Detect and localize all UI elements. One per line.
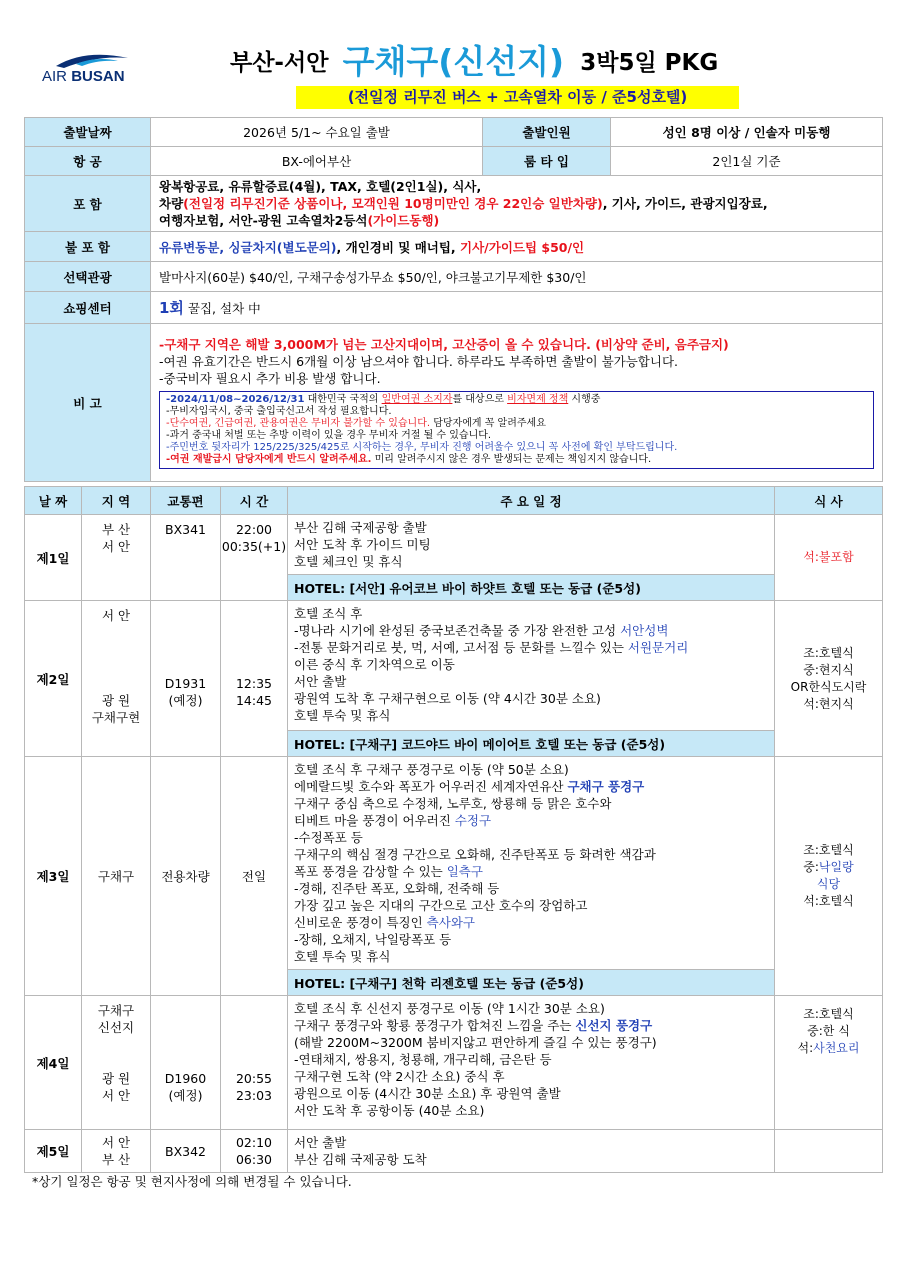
day4-transport xyxy=(151,996,221,1130)
air-label: 항 공 xyxy=(25,147,151,176)
day2-line-text: -전통 문화거리로 붓, 먹, 서예, 고서점 등 문화를 느낄수 있는 xyxy=(294,640,628,655)
col-time: 시 간 xyxy=(221,487,288,515)
day4-meal3-name: 사천요리 xyxy=(813,1041,860,1055)
day4-line: (해발 2200M~3200M 붐비지않고 편안하게 즐길 수 있는 풍경구) xyxy=(294,1035,657,1050)
day1-line: 부산 김해 국제공항 출발 xyxy=(294,520,427,535)
box-line2: -무비자입국시, 중국 출입국신고서 작성 필요합니다. xyxy=(166,406,392,417)
shop-value xyxy=(151,292,883,324)
day4-line: 서안 도착 후 공항이동 (40분 소요) xyxy=(294,1103,485,1118)
day3-region: 구채구 xyxy=(82,757,151,996)
day3-label: 제3일 xyxy=(25,757,82,996)
info-table xyxy=(24,117,883,482)
day4-line: 광원으로 이동 (4시간 30분 소요) 후 광원역 출발 xyxy=(294,1086,561,1101)
day4-row xyxy=(25,996,883,1130)
people-value: 성인 8명 이상 / 인솔자 미동행 xyxy=(611,118,883,147)
box-line1 xyxy=(166,394,867,406)
box-line5: -주민번호 뒷자리가 125/225/325/425로 시작하는 경우, 무비자 진행 어려울수 있으니 꼭 사전에 확인 부탁드립니다. xyxy=(166,442,678,453)
day3-highlight: 일측구 xyxy=(446,864,483,879)
day5-transport: BX342 xyxy=(151,1130,221,1173)
day4-meal2: 중:한 식 xyxy=(807,1024,850,1038)
box1-policy: 비자면제 정책 xyxy=(507,394,569,405)
day3-meal4: 석:호텔식 xyxy=(803,894,854,908)
day3-line: -장해, 오채지, 낙일랑폭포 등 xyxy=(294,932,452,947)
day4-transport2: (예정) xyxy=(168,1088,203,1103)
include-car-note: (전일정 리무진기준 상품이나, 모객인원 10명미만인 경우 22인승 일반차량) xyxy=(183,196,603,211)
day1-line: 호텔 체크인 및 휴식 xyxy=(294,554,403,569)
day3-line-text: 폭포 풍경을 감상할 수 있는 xyxy=(294,864,447,879)
day2-meal1: 조:호텔식 xyxy=(803,645,854,660)
exclude-value xyxy=(151,232,883,262)
day1-time1: 22:00 xyxy=(235,522,273,537)
box-line6 xyxy=(166,454,867,466)
day2-meal3: OR한식도시락 xyxy=(790,679,867,694)
day4-line: 구채구현 도착 (약 2시간 소요) 중식 후 xyxy=(294,1069,505,1084)
day3-highlight: 수정구 xyxy=(454,813,492,828)
day2-schedule xyxy=(288,601,775,731)
day1-transport: BX341 xyxy=(151,515,221,601)
day3-line xyxy=(294,863,768,880)
notes-value xyxy=(151,324,883,482)
box3-text2: 담당자에게 꼭 알려주세요 xyxy=(430,418,546,429)
day1-hotel: HOTEL: [서안] 유어코브 바이 하얏트 호텔 또는 동급 (준5성) xyxy=(288,575,775,601)
day4-region xyxy=(82,996,151,1130)
logo-air: AIR xyxy=(42,68,68,85)
day2-line xyxy=(294,639,768,656)
day4-region4: 서 안 xyxy=(101,1088,131,1103)
shop-items: 꿀집, 설차 中 xyxy=(183,301,261,316)
info-row-air xyxy=(25,147,883,176)
day4-line: -연태채지, 쌍용지, 청룡해, 개구리해, 금은탄 등 xyxy=(294,1052,552,1067)
people-label: 출발인원 xyxy=(483,118,611,147)
include-train: 여행자보험, 서안-광원 고속열차2등석 xyxy=(159,213,368,228)
day5-label: 제5일 xyxy=(25,1130,82,1173)
day2-highlight: 서안성벽 xyxy=(620,623,669,638)
day2-meal4: 석:현지식 xyxy=(803,696,854,711)
include-guide: (가이드동행) xyxy=(367,213,440,228)
day5-time xyxy=(221,1130,288,1173)
day4-highlight: 신선지 풍경구 xyxy=(575,1018,653,1033)
box1-text3: 시행중 xyxy=(568,394,601,405)
col-date: 날 짜 xyxy=(25,487,82,515)
col-schedule: 주 요 일 정 xyxy=(288,487,775,515)
day3-transport: 전용차량 xyxy=(151,757,221,996)
day1-schedule xyxy=(288,515,775,575)
day2-meal xyxy=(775,601,883,757)
day5-time1: 02:10 xyxy=(235,1135,273,1150)
box1-text2: 를 대상으로 xyxy=(452,394,508,405)
day2-time2: 14:45 xyxy=(235,693,273,708)
day4-meal3 xyxy=(775,1040,882,1057)
day3-meal xyxy=(775,757,883,996)
itinerary-header-row xyxy=(25,487,883,515)
air-value: BX-에어부산 xyxy=(151,147,483,176)
info-row-exclude xyxy=(25,232,883,262)
day2-region xyxy=(82,601,151,757)
include-line3 xyxy=(159,212,874,229)
box-line3 xyxy=(166,418,867,430)
day2-region3: 구채구현 xyxy=(91,710,141,725)
exclude-personal: , 개인경비 및 매너팁, xyxy=(336,239,461,255)
info-row-notes xyxy=(25,324,883,482)
room-value: 2인1실 기준 xyxy=(611,147,883,176)
day5-time2: 06:30 xyxy=(235,1152,273,1167)
exclude-label: 불 포 함 xyxy=(25,232,151,262)
day3-line xyxy=(294,778,768,795)
day2-region2: 광 원 xyxy=(101,693,131,708)
exclude-fuel: 유류변동분, 싱글차지(별도문의) xyxy=(159,239,337,255)
room-label: 룸 타 입 xyxy=(483,147,611,176)
include-line1: 왕복항공료, 유류할증료(4월), TAX, 호텔(2인1실), 식사, xyxy=(159,179,482,194)
itinerary-table xyxy=(24,486,883,1173)
day3-hotel: HOTEL: [구채구] 천학 리젠호텔 또는 동급 (준5성) xyxy=(288,970,775,996)
day5-region xyxy=(82,1130,151,1173)
day2-time1: 12:35 xyxy=(235,676,273,691)
day3-meal2 xyxy=(775,859,882,876)
day1-label: 제1일 xyxy=(25,515,82,601)
include-line2 xyxy=(159,195,874,212)
day4-label: 제4일 xyxy=(25,996,82,1130)
day4-schedule xyxy=(288,996,775,1130)
day3-line: 호텔 조식 후 구채구 풍경구로 이동 (약 50분 소요) xyxy=(294,762,569,777)
day3-line-text: 티베트 마을 풍경이 어우러진 xyxy=(294,813,455,828)
col-region: 지 역 xyxy=(82,487,151,515)
shop-label: 쇼핑센터 xyxy=(25,292,151,324)
day4-line: 호텔 조식 후 신선지 풍경구로 이동 (약 1시간 30분 소요) xyxy=(294,1001,605,1016)
include-car: 차량 xyxy=(159,196,184,211)
day2-line-text: -명나라 시기에 완성된 중국보존건축물 중 가장 완전한 고성 xyxy=(294,623,621,638)
note-altitude: -구채구 지역은 해발 3,000M가 넘는 고산지대이며, 고산증이 올 수 있습니다. (비상약 준비, 음주금지) xyxy=(159,337,729,352)
day3-line: 가장 깊고 높은 지대의 구간으로 고산 호수의 장엄하고 xyxy=(294,898,588,913)
note-visa: -중국비자 필요시 추가 비용 발생 합니다. xyxy=(159,371,381,386)
day3-line: 구채구의 핵심 절경 구간으로 오화해, 진주탄폭포 등 화려한 색감과 xyxy=(294,847,656,862)
day2-highlight: 서원문거리 xyxy=(627,640,689,655)
day4-region1: 구채구 xyxy=(97,1003,135,1018)
day3-meal3: 식당 xyxy=(816,877,841,891)
day2-meal2: 중:현지식 xyxy=(803,662,854,677)
day3-line: 구채구 중심 축으로 수정채, 노루호, 쌍룡해 등 맑은 호수와 xyxy=(294,796,612,811)
include-rest: , 기사, 가이드, 관광지입장료, xyxy=(602,196,768,211)
day3-line: 호텔 투숙 및 휴식 xyxy=(294,949,391,964)
day4-region3: 광 원 xyxy=(101,1071,131,1086)
depart-value: 2026년 5/1~ 수요일 출발 xyxy=(151,118,483,147)
day1-row xyxy=(25,515,883,575)
info-row-depart xyxy=(25,118,883,147)
day5-meal xyxy=(775,1130,883,1173)
info-row-shop xyxy=(25,292,883,324)
day4-line-text: 구채구 풍경구와 황룡 풍경구가 합쳐진 느낌을 주는 xyxy=(294,1018,576,1033)
title-route: 부산-서안 xyxy=(230,50,329,76)
day5-line: 부산 김해 국제공항 도착 xyxy=(294,1152,427,1167)
day4-time2: 23:03 xyxy=(235,1088,273,1103)
day3-meal1: 조:호텔식 xyxy=(803,843,854,857)
day3-meal2-place: 낙일랑 xyxy=(818,860,854,874)
day3-meal2-prefix: 중: xyxy=(803,860,819,874)
day1-meal: 석:불포함 xyxy=(775,515,883,601)
exclude-tip: 기사/가이드팁 $50/인 xyxy=(460,239,585,255)
day2-row xyxy=(25,601,883,731)
col-transport: 교통편 xyxy=(151,487,221,515)
day4-meal1: 조:호텔식 xyxy=(803,1007,854,1021)
day1-line: 서안 도착 후 가이드 미팅 xyxy=(294,537,431,552)
day3-line xyxy=(294,914,768,931)
day3-highlight: 구채구 풍경구 xyxy=(567,779,645,794)
day4-time1: 20:55 xyxy=(235,1071,273,1086)
day3-schedule xyxy=(288,757,775,970)
info-row-option xyxy=(25,262,883,292)
note-passport: -여권 유효기간은 반드시 6개월 이상 남으셔야 합니다. 하루라도 부족하면 출발이 불가능합니다. xyxy=(159,354,678,369)
footnote: *상기 일정은 항공 및 현지사정에 의해 변경될 수 있습니다. xyxy=(32,1174,352,1189)
box6-text: -여권 재발급시 담당자에게 반드시 알려주세요. xyxy=(166,454,372,465)
air-busan-logo xyxy=(42,52,138,88)
day4-region2: 신선지 xyxy=(97,1020,135,1035)
day2-hotel: HOTEL: [구채구] 코드야드 바이 메이어트 호텔 또는 동급 (준5성) xyxy=(288,731,775,757)
day2-transport2: (예정) xyxy=(168,693,203,708)
day4-meal3-prefix: 석: xyxy=(797,1041,814,1055)
day3-line: -수정폭포 등 xyxy=(294,830,363,845)
notes-label: 비 고 xyxy=(25,324,151,482)
day2-transport xyxy=(151,601,221,757)
day4-transport1: D1960 xyxy=(164,1071,207,1086)
day3-line xyxy=(294,812,768,829)
option-label: 선택관광 xyxy=(25,262,151,292)
shop-count: 1회 xyxy=(159,299,184,317)
depart-label: 출발날짜 xyxy=(25,118,151,147)
title-highlight: 구채구(신선지) xyxy=(342,42,565,81)
day3-highlight: 측사와구 xyxy=(426,915,475,930)
include-label: 포 함 xyxy=(25,176,151,232)
day5-region1: 서 안 xyxy=(101,1135,131,1150)
day2-line: 서안 출발 xyxy=(294,674,347,689)
box-line4: -과거 중국내 처벌 또는 추방 이력이 있을 경우 무비자 거절 될 수 있습니다. xyxy=(166,430,492,441)
day2-transport1: D1931 xyxy=(164,676,207,691)
day4-time xyxy=(221,996,288,1130)
day2-line: 광원역 도착 후 구채구현으로 이동 (약 4시간 30분 소요) xyxy=(294,691,601,706)
day5-region2: 부 산 xyxy=(101,1152,131,1167)
day1-region2: 서 안 xyxy=(101,539,131,554)
box6-text2: 미리 알려주시지 않은 경우 발생되는 문제는 책임지지 않습니다. xyxy=(371,454,652,465)
day5-schedule xyxy=(288,1130,775,1173)
day3-line: -경해, 진주탄 폭포, 오화해, 전죽해 등 xyxy=(294,881,500,896)
day5-row xyxy=(25,1130,883,1173)
option-value: 발마사지(60분) $40/인, 구채구송성가무쇼 $50/인, 야크불고기무제한 $30/인 xyxy=(151,262,883,292)
day3-line-text: 신비로운 풍경이 특징인 xyxy=(294,915,427,930)
logo-text xyxy=(42,68,125,85)
day1-region1: 부 산 xyxy=(101,522,131,537)
include-value xyxy=(151,176,883,232)
page-title xyxy=(230,36,718,83)
day3-time: 전일 xyxy=(221,757,288,996)
day2-label: 제2일 xyxy=(25,601,82,757)
title-pkg: 3박5일 PKG xyxy=(580,50,719,76)
box1-text: 대한민국 국적의 xyxy=(304,394,382,405)
day1-time xyxy=(221,515,288,601)
day2-line xyxy=(294,622,768,639)
day2-time xyxy=(221,601,288,757)
col-meal: 식 사 xyxy=(775,487,883,515)
day4-meal xyxy=(775,996,883,1130)
day4-line xyxy=(294,1017,768,1034)
day2-line: 호텔 조식 후 xyxy=(294,606,363,621)
visa-free-notice-box xyxy=(159,391,874,469)
box1-date: -2024/11/08~2026/12/31 xyxy=(166,394,305,405)
info-row-include xyxy=(25,176,883,232)
box3-text: -단수여권, 긴급여권, 관용여권은 무비자 불가할 수 있습니다. xyxy=(166,418,431,429)
day1-time2: 00:35(+1) xyxy=(221,539,287,554)
day2-line: 이른 중식 후 기차역으로 이동 xyxy=(294,657,455,672)
day2-region1: 서 안 xyxy=(101,608,131,623)
logo-busan: BUSAN xyxy=(71,68,125,85)
day5-line: 서안 출발 xyxy=(294,1135,347,1150)
subtitle-banner: (전일정 리무진 버스 + 고속열차 이동 / 준5성호텔) xyxy=(296,86,739,109)
box1-holder: 일반여권 소지자 xyxy=(381,394,453,405)
day2-line: 호텔 투숙 및 휴식 xyxy=(294,708,391,723)
day1-region xyxy=(82,515,151,601)
day3-line-text: 에메랄드빛 호수와 폭포가 어우러진 세계자연유산 xyxy=(294,779,568,794)
day3-row xyxy=(25,757,883,970)
